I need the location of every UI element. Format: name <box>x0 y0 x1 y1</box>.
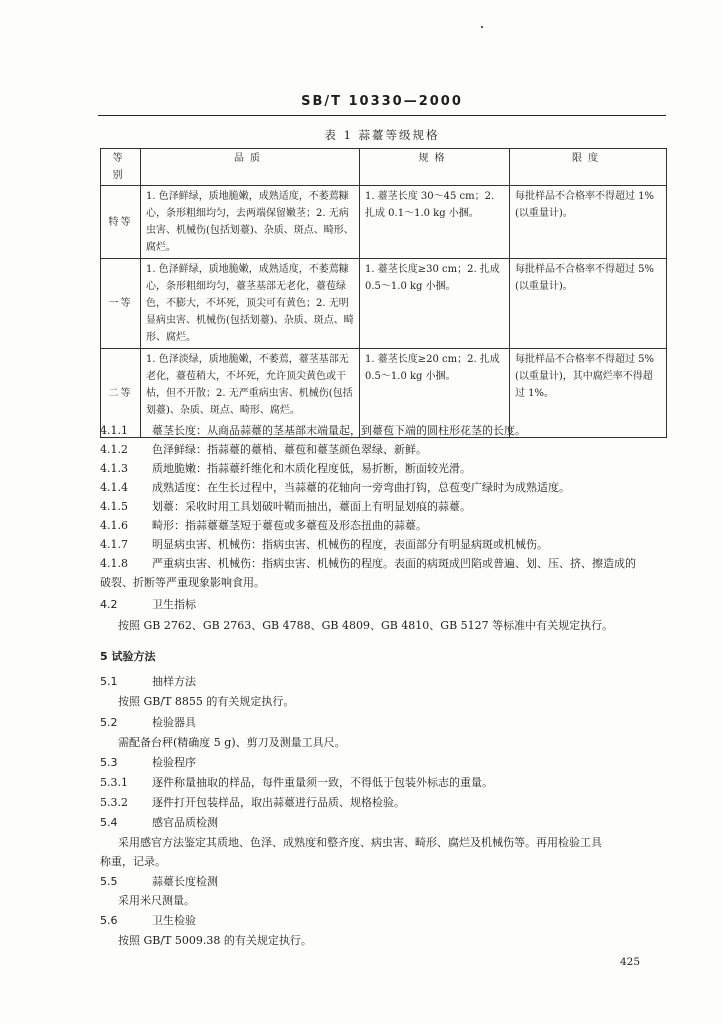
grade-cell: 特等 <box>101 186 141 259</box>
section-heading: 5.1 抽样方法 <box>100 675 196 688</box>
limit-cell: 每批样品不合格率不得超过 5%(以重量计)，其中腐烂率不得超过 1%。 <box>510 349 667 438</box>
limit-cell: 每批样品不合格率不得超过 5%(以重量计)。 <box>510 259 667 349</box>
definition-item: 4.1.8 严重病虫害、机械伤：指病虫害、机械伤的程度。表面的病斑成凹陷或普遍、划、压、挤、擦造成的 <box>100 557 636 570</box>
column-header: 品质 <box>141 149 360 186</box>
definition-continuation: 破裂、折断等严重现象影响食用。 <box>100 576 265 589</box>
quality-cell: 1. 色泽鲜绿，质地脆嫩，成熟适度，不萎蔫糠心，条形粗细均匀，去两端保留嫩茎；2. 无病虫害、机械伤(包括划薹)、杂质、斑点、畸形、腐烂。 <box>141 186 360 259</box>
definition-item: 4.1.4 成熟适度：在生长过程中，当蒜薹的花轴向一旁弯曲打钩，总苞变广绿时为成熟适度。 <box>100 481 570 494</box>
section-text: 需配备台秤(精确度 5 g)、剪刀及测量工具尺。 <box>118 736 346 749</box>
section-text: 按照 GB/T 8855 的有关规定执行。 <box>118 695 295 708</box>
header-rule <box>98 115 666 116</box>
section-text: 按照 GB 2762、GB 2763、GB 4788、GB 4809、GB 4810、GB 5127 等标准中有关规定执行。 <box>118 619 614 632</box>
definition-item: 4.1.5 划薹：采收时用工具划破叶鞘而抽出，薹面上有明显划痕的蒜薹。 <box>100 500 471 513</box>
section-heading: 5.4 感官品质检测 <box>100 816 218 829</box>
spec-cell: 1. 薹茎长度 30～45 cm；2. 扎成 0.1～1.0 kg 小捆。 <box>360 186 510 259</box>
definition-item: 4.1.6 畸形：指蒜薹薹茎短于薹苞或多薹苞及形态扭曲的蒜薹。 <box>100 519 427 532</box>
scan-speck <box>481 26 483 28</box>
spec-cell: 1. 薹茎长度≥30 cm；2. 扎成 0.5～1.0 kg 小捆。 <box>360 259 510 349</box>
grade-cell: 一等 <box>101 259 141 349</box>
column-header: 等别 <box>101 149 141 186</box>
section-text: 按照 GB/T 5009.38 的有关规定执行。 <box>118 934 312 947</box>
section-text: 采用感官方法鉴定其质地、色泽、成熟度和整齐度、病虫害、畸形、腐烂及机械伤等。再用检验工具 <box>118 836 602 849</box>
chapter-heading: 5 试验方法 <box>100 650 156 663</box>
section-heading: 5.6 卫生检验 <box>100 914 196 927</box>
procedure-step: 5.3.1 逐件称量抽取的样品，每件重量须一致，不得低于包装外标志的重量。 <box>100 776 493 789</box>
grade-spec-table <box>100 148 667 438</box>
section-text: 采用米尺测量。 <box>118 894 195 907</box>
grade-cell: 二等 <box>101 349 141 438</box>
section-heading: 5.2 检验器具 <box>100 716 196 729</box>
section-heading: 5.5 蒜薹长度检测 <box>100 875 218 888</box>
spec-cell: 1. 薹茎长度≥20 cm；2. 扎成 0.5～1.0 kg 小捆。 <box>360 349 510 438</box>
section-heading: 4.2 卫生指标 <box>100 598 196 611</box>
limit-cell: 每批样品不合格率不得超过 1%(以重量计)。 <box>510 186 667 259</box>
table-row <box>101 186 667 259</box>
page-number: 425 <box>620 956 641 968</box>
definition-item: 4.1.7 明显病虫害、机械伤：指病虫害、机械伤的程度，表面部分有明显病斑或机械伤。 <box>100 538 548 551</box>
table-title: 表 1 蒜薹等级规格 <box>324 128 440 142</box>
column-header: 限度 <box>510 149 667 186</box>
definition-item: 4.1.3 质地脆嫩：指蒜薹纤维化和木质化程度低，易折断，断面较光滑。 <box>100 462 471 475</box>
standard-code-header: SB/T 10330—2000 <box>301 94 463 109</box>
definition-item: 4.1.2 色泽鲜绿：指蒜薹的薹梢、薹苞和薹茎颜色翠绿、新鲜。 <box>100 443 427 456</box>
column-header: 规格 <box>360 149 510 186</box>
section-heading: 5.3 检验程序 <box>100 756 196 769</box>
quality-cell: 1. 色泽淡绿，质地脆嫩，不萎蔫，薹茎基部无老化，薹苞稍大，不坏死，允许顶尖黄色或干枯，但不开散；2. 无严重病虫害、机械伤(包括划薹)、杂质、斑点、畸形、腐烂。 <box>141 349 360 438</box>
table-row <box>101 259 667 349</box>
table-header-row <box>101 149 667 186</box>
definition-item: 4.1.1 薹茎长度：从商品蒜薹的茎基部末端量起，到薹苞下端的圆柱形花茎的长度。 <box>100 424 526 437</box>
section-text-continuation: 称重，记录。 <box>100 855 166 868</box>
quality-cell: 1. 色泽鲜绿，质地脆嫩，成熟适度，不萎蔫糠心，条形粗细均匀，薹茎基部无老化，薹苞绿色，不膨大，不坏死，顶尖可有黄色；2. 无明显病虫害、机械伤(包括划薹)、杂质、斑点、畸形、腐烂。 <box>141 259 360 349</box>
procedure-step: 5.3.2 逐件打开包装样品，取出蒜薹进行品质、规格检验。 <box>100 796 405 809</box>
